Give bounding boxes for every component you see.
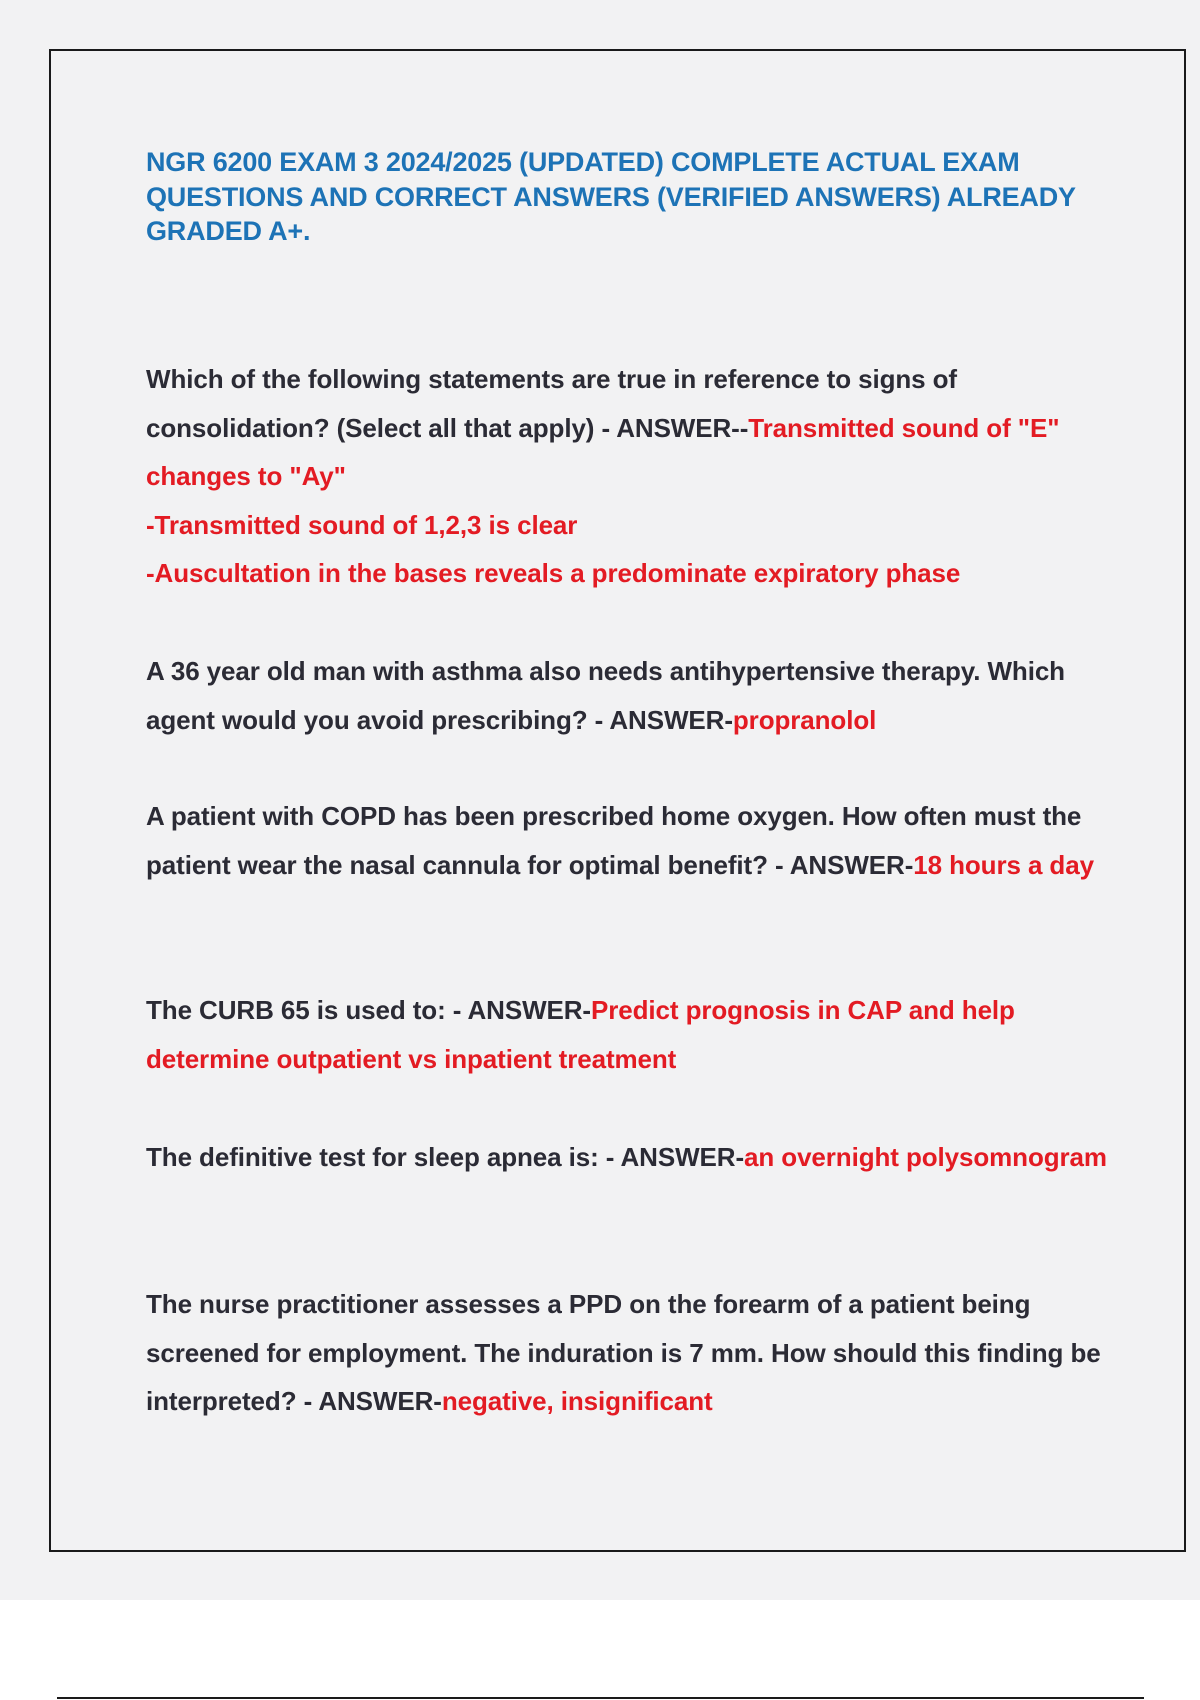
question-text: A 36 year old man with asthma also needs antihypertensive therapy. Which agent would you avoid prescribing? - ANSWER-: [146, 656, 1073, 735]
answer-text: -Auscultation in the bases reveals a predominate expiratory phase: [146, 558, 961, 588]
answer-text: -Transmitted sound of 1,2,3 is clear: [146, 509, 578, 540]
answer-text: Transmitted sound of "E" changes to "Ay": [146, 412, 1060, 491]
answer-text: an overnight polysomnogram: [744, 1142, 1107, 1172]
answer-text: propranolol: [732, 704, 877, 735]
answer-text: negative, insignificant: [441, 1386, 713, 1416]
qa-item: [146, 1280, 1136, 1426]
document-title: NGR 6200 EXAM 3 2024/2025 (UPDATED) COMPLETE ACTUAL EXAM QUESTIONS AND CORRECT ANSWERS (VERIFIED ANSWERS) ALREADY GRADED A+.: [146, 147, 1076, 246]
answer-text: 18 hours a day: [913, 849, 1094, 880]
question-text: The nurse practitioner assesses a PPD on the forearm of a patient being screened for employment. The induration is 7 mm. How should this finding be interpreted? - ANSWER-: [146, 1289, 1108, 1416]
page-content: [146, 145, 1136, 1416]
question-text: The CURB 65 is used to: - ANSWER-: [146, 995, 591, 1025]
question-text: The definitive test for sleep apnea is: - ANSWER-: [146, 1142, 745, 1172]
qa-item: [146, 792, 1136, 889]
footer-divider: [57, 1697, 1144, 1699]
qa-item: [146, 647, 1136, 744]
qa-item: [146, 1133, 1136, 1182]
qa-item: [146, 355, 1136, 598]
question-text: A patient with COPD has been prescribed home oxygen. How often must the patient wear the nasal cannula for optimal benefit? - ANSWER-: [146, 801, 1089, 880]
document-page: [49, 49, 1186, 1552]
answer-text: Predict prognosis in CAP and help determine outpatient vs inpatient treatment: [146, 995, 1015, 1074]
qa-item: [146, 986, 1136, 1083]
question-text: Which of the following statements are true in reference to signs of consolidation? (Select all that apply) - ANSWER--: [146, 364, 965, 443]
